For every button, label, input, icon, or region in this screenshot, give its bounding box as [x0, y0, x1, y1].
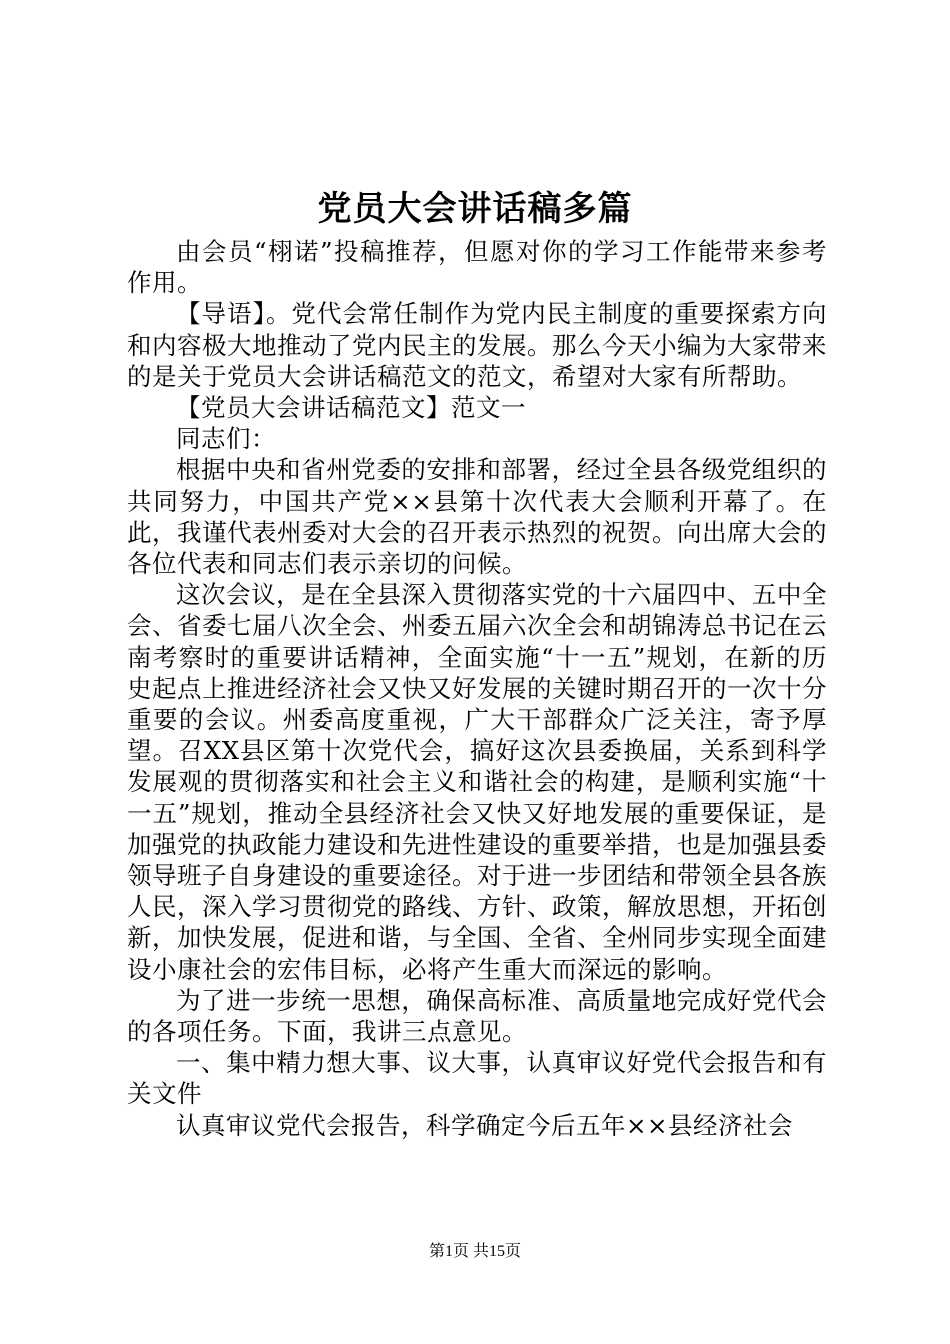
paragraph-submission-note: 由会员“栩诺”投稿推荐，但愿对你的学习工作能带来参考作用。: [127, 237, 827, 298]
document-body: [127, 236, 827, 1141]
page-footer: 第1页 共15页: [428, 1243, 521, 1260]
paragraph-point-one-body: 认真审议党代会报告，科学确定今后五年××县经济社会: [176, 1110, 794, 1140]
paragraph-intro: 【导语】。党代会常任制作为党内民主制度的重要探索方向和内容极大地推动了党内民主的发展。那么今天小编为大家带来的是关于党员大会讲话稿范文的范文，希望对大家有所帮助。: [127, 299, 827, 391]
paragraph-salutation: 同志们：: [176, 424, 276, 454]
paragraph-transition: 为了进一步统一思想，确保高标准、高质量地完成好党代会的各项任务。下面，我讲三点意见。: [127, 985, 827, 1047]
paragraph-point-one-heading: 一、集中精力想大事、议大事，认真审议好党代会报告和有关文件: [127, 1048, 827, 1109]
paragraph-opening: 根据中央和省州党委的安排和部署，经过全县各级党组织的共同努力，中国共产党××县第十次代表大会顺利开幕了。在此，我谨代表州委对大会的召开表示热烈的祝贺。向出席大会的各位代表和同志们表示亲切的问候。: [127, 455, 827, 579]
document-title: 党员大会讲话稿多篇: [317, 189, 633, 229]
paragraph-section-heading: 【党员大会讲话稿范文】范文一: [176, 393, 526, 423]
paragraph-significance: 这次会议，是在全县深入贯彻落实党的十六届四中、五中全会、省委七届八次全会、州委五届六次全会和胡锦涛总书记在云南考察时的重要讲话精神，全面实施“十一五”规划，在新的历史起点上推进经济社会又快又好发展的关键时期召开的一次十分重要的会议。州委高度重视，广大干部群众广泛关注，寄予厚望。召XX县区第十次党代会，搞好这次县委换届，关系到科学发展观的贯彻落实和社会主义和谐社会的构建，是顺利实施“十一五”规划，推动全县经济社会又快又好地发展的重要保证，是加强党的执政能力建设和先进性建设的重要举措，也是加强县委领导班子自身建设的重要途径。对于进一步团结和带领全县各族人民，深入学习贯彻党的路线、方针、政策，解放思想，开拓创新，加快发展，促进和谐，与全国、全省、全州同步实现全面建设小康社会的宏伟目标，必将产生重大而深远的影响。: [127, 580, 827, 984]
